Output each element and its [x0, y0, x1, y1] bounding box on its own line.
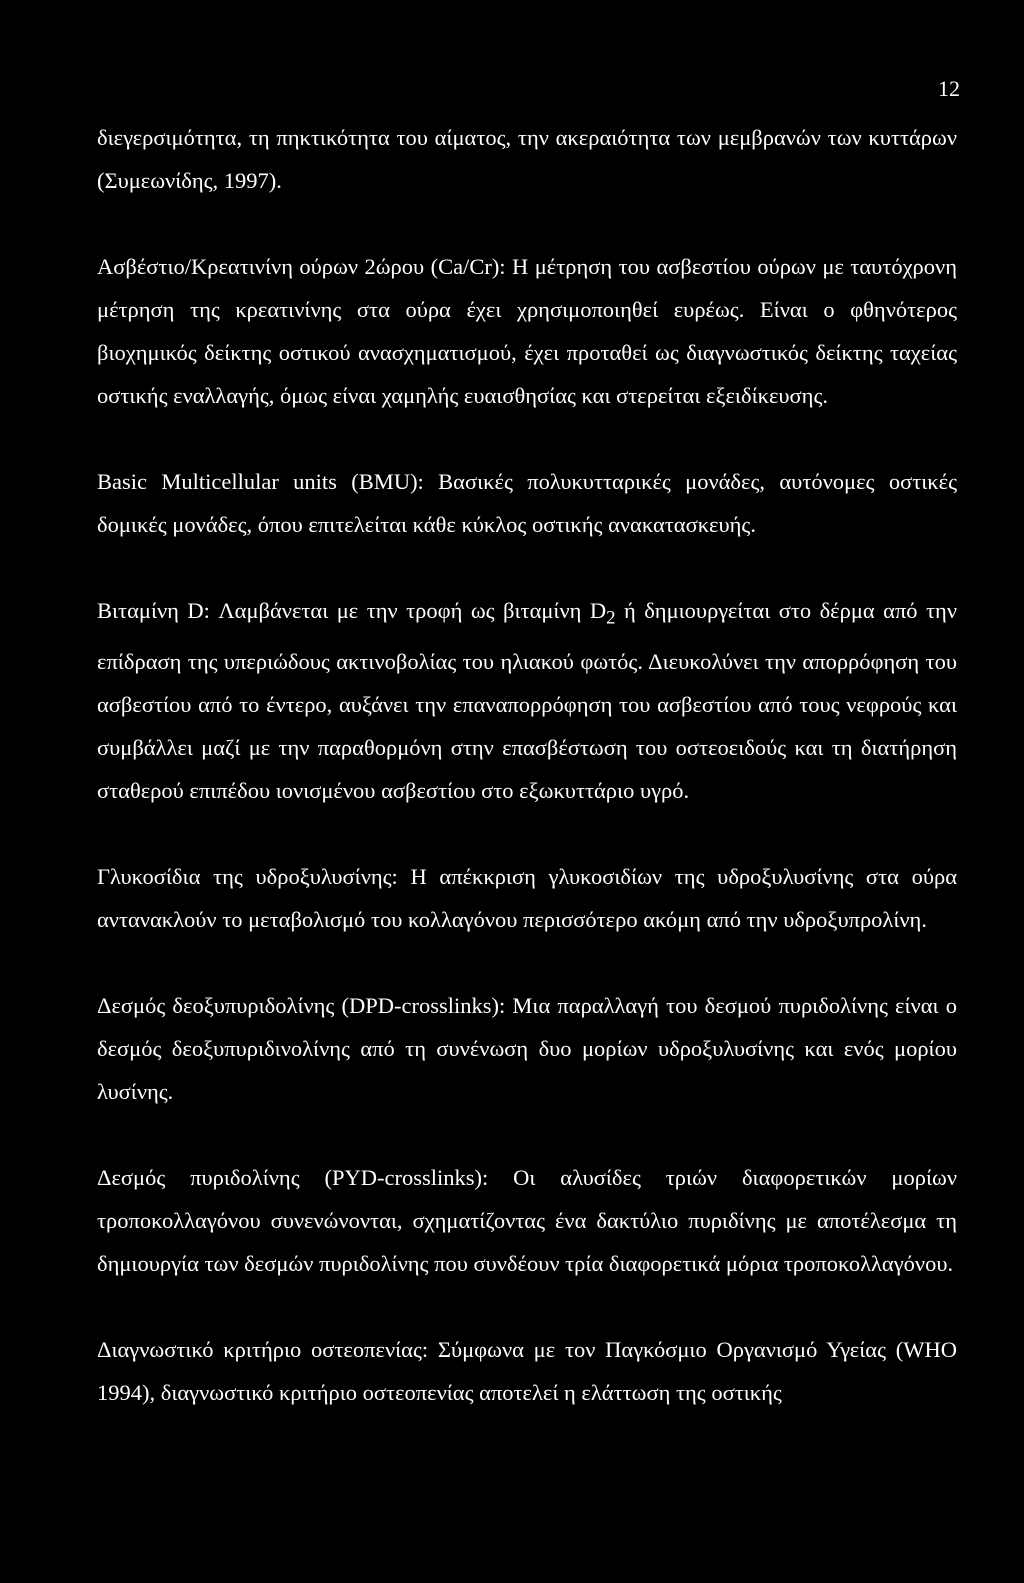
paragraph-text: Η μέτρηση του ασβεστίου ούρων με ταυτόχρονη μέτρηση της κρεατινίνης στα ούρα έχει χρησιμοποιηθεί ευρέως. Είναι ο φθηνότερος βιοχημικός δείκτης οστικού ανασχηματισμού, έχει προταθεί ως διαγνωστικός δείκτης ταχείας οστικής εναλλαγής, όμως είναι χαμηλής ευαισθησίας και στερείται εξειδίκευσης. — [97, 254, 957, 408]
paragraph-term: Δεσμός δεοξυπυριδολίνης (DPD-crosslinks): — [97, 992, 506, 1018]
paragraph-text: διεγερσιμότητα, τη πηκτικότητα του αίματος, την ακεραιότητα των μεμβρανών των κυττάρων (Συμεωνίδης, 1997). — [97, 125, 957, 193]
paragraph-term: Διαγνωστικό κριτήριο οστεοπενίας: — [97, 1336, 429, 1362]
paragraph-text: Μια παραλλαγή του δεσμού πυριδολίνης είναι ο δεσμός δεοξυπυριδινολίνης από τη συνένωση δυο μορίων υδροξυλυσίνης και ενός μορίου λυσίνης. — [97, 992, 957, 1104]
subscript: 2 — [606, 607, 616, 629]
paragraph-ca-cr — [97, 245, 957, 417]
paragraph-osteopenia — [97, 1328, 957, 1414]
paragraph-text: Οι αλυσίδες τριών διαφορετικών μορίων τροποκολλαγόνου συνενώνονται, σχηματίζοντας ένα δακτύλιο πυριδίνης με αποτέλεσμα τη δημιουργία των δεσμών πυριδολίνης που συνδέουν τρία διαφορετικά μόρια τροποκολλαγόνου. — [97, 1164, 957, 1276]
paragraph-bmu — [97, 460, 957, 546]
paragraph-vitamin-d — [97, 589, 957, 812]
paragraph-dpd — [97, 984, 957, 1113]
document-body — [97, 116, 957, 1414]
paragraph-glycosides — [97, 855, 957, 941]
paragraph-text: Σύμφωνα με τον Παγκόσμιο Οργανισμό Υγείας (WHO 1994), διαγνωστικό κριτήριο οστεοπενίας αποτελεί η ελάττωση της οστικής — [97, 1336, 957, 1405]
paragraph-text: Βασικές πολυκυτταρικές μονάδες, αυτόνομες οστικές δομικές μονάδες, όπου επιτελείται κάθε κύκλος οστικής ανακατασκευής. — [97, 469, 957, 537]
paragraph-term: Ασβέστιο/Κρεατινίνη ούρων 2ώρου (Ca/Cr): — [97, 254, 506, 279]
paragraph-term: Βιταμίνη D: — [97, 598, 210, 623]
paragraph-term: Basic Multicellular units (BMU): — [97, 469, 424, 494]
paragraph-text: Η απέκκριση γλυκοσιδίων της υδροξυλυσίνης στα ούρα αντανακλούν το μεταβολισμό του κολλαγόνου περισσότερο ακόμη από την υδροξυπρολίνη. — [97, 863, 957, 932]
paragraph-text: Λαμβάνεται με την τροφή ως βιταμίνη D — [209, 598, 607, 623]
paragraph-pyd — [97, 1156, 957, 1285]
paragraph-continuation — [97, 116, 957, 202]
paragraph-term: Γλυκοσίδια της υδροξυλυσίνης: — [97, 863, 398, 889]
paragraph-text: ή δημιουργείται στο δέρμα από την επίδραση της υπεριώδους ακτινοβολίας του ηλιακού φωτός. Διευκολύνει την απορρόφηση του ασβεστίου από το έντερο, αυξάνει την επαναπορρόφηση του ασβεστίου από τους νεφρούς και συμβάλλει μαζί με την παραθορμόνη στην επασβέστωση του οστεοειδούς και τη διατήρηση σταθερού επιπέδου ιονισμένου ασβεστίου στο εξωκυττάριο υγρό. — [97, 598, 957, 803]
page-number: 12 — [938, 76, 960, 101]
paragraph-term: Δεσμός πυριδολίνης (PYD-crosslinks): — [97, 1164, 489, 1190]
